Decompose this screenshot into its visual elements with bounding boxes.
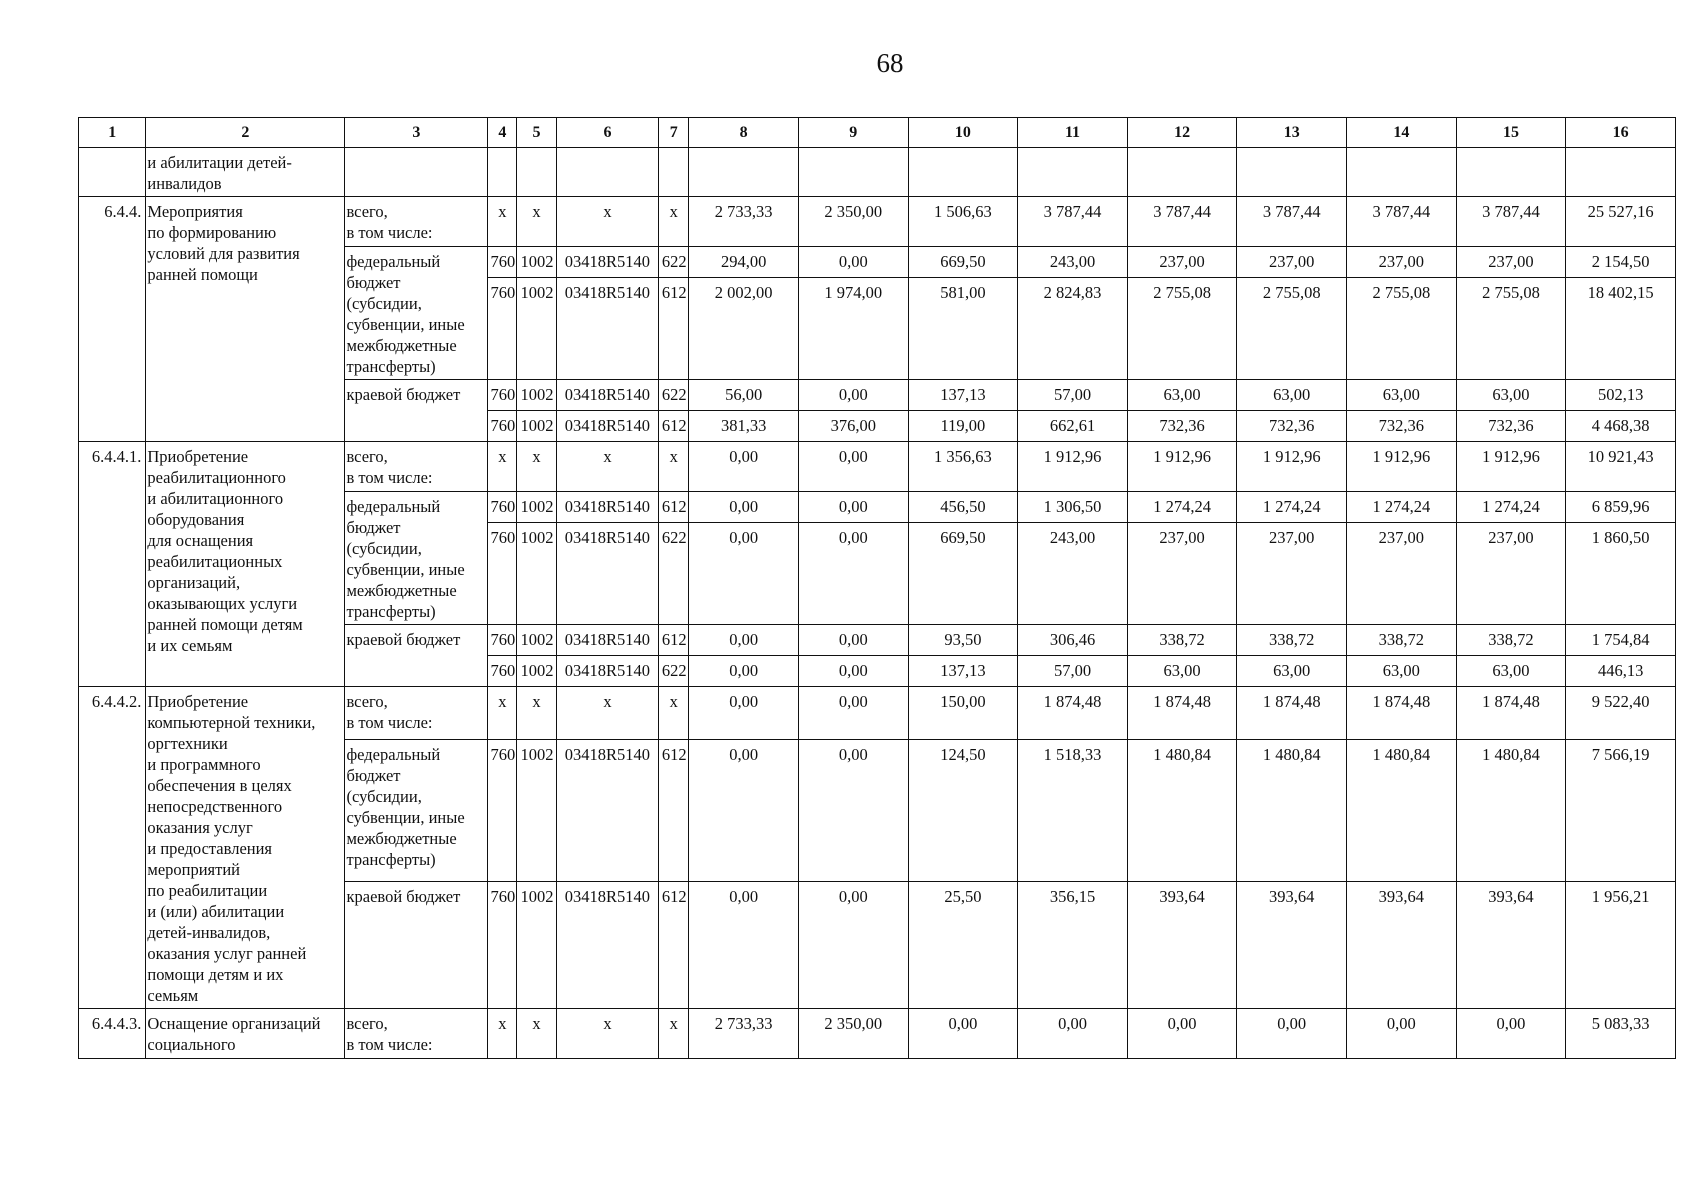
value-cell: 0,00 — [1127, 1009, 1237, 1059]
empty-cell — [1127, 148, 1237, 197]
value-cell: 1 860,50 — [1566, 523, 1676, 625]
expense-type-cell: 612 — [659, 492, 689, 523]
grbs-code-cell: 760 — [488, 740, 517, 882]
index-cell — [79, 148, 146, 197]
column-header-5: 5 — [517, 118, 556, 148]
value-cell: 2 733,33 — [689, 197, 799, 247]
value-cell: 63,00 — [1237, 380, 1347, 411]
value-cell: 338,72 — [1127, 625, 1237, 656]
value-cell: 0,00 — [1347, 1009, 1457, 1059]
value-cell: 1 480,84 — [1237, 740, 1347, 882]
x-mark-cell: х — [517, 687, 556, 740]
value-cell: 2 824,83 — [1018, 278, 1128, 380]
expense-type-cell: 612 — [659, 411, 689, 442]
empty-cell — [556, 148, 659, 197]
value-cell: 338,72 — [1456, 625, 1566, 656]
target-code-cell: 03418R5140 — [556, 278, 659, 380]
value-cell: 669,50 — [908, 523, 1018, 625]
column-header-11: 11 — [1018, 118, 1128, 148]
value-cell: 63,00 — [1127, 656, 1237, 687]
source-federal-label: федеральный бюджет (субсидии, субвенции, иные межбюджетные трансферты) — [345, 740, 488, 882]
expense-type-cell: 612 — [659, 882, 689, 1009]
value-cell: 1 956,21 — [1566, 882, 1676, 1009]
value-cell: 1 518,33 — [1018, 740, 1128, 882]
value-cell: 0,00 — [689, 625, 799, 656]
value-cell: 662,61 — [1018, 411, 1128, 442]
value-cell: 56,00 — [689, 380, 799, 411]
value-cell: 2 350,00 — [798, 197, 908, 247]
value-cell: 237,00 — [1347, 523, 1457, 625]
value-cell: 63,00 — [1127, 380, 1237, 411]
section-code-cell: 1002 — [517, 523, 556, 625]
source-federal-label: федеральный бюджет (субсидии, субвенции, иные межбюджетные трансферты) — [345, 492, 488, 625]
grbs-code-cell: 760 — [488, 247, 517, 278]
value-cell: 119,00 — [908, 411, 1018, 442]
value-cell: 63,00 — [1347, 656, 1457, 687]
value-cell: 2 755,08 — [1347, 278, 1457, 380]
value-cell: 1 974,00 — [798, 278, 908, 380]
value-cell: 124,50 — [908, 740, 1018, 882]
value-cell: 3 787,44 — [1018, 197, 1128, 247]
value-cell: 10 921,43 — [1566, 442, 1676, 492]
value-cell: 1 306,50 — [1018, 492, 1128, 523]
expense-type-cell: 622 — [659, 380, 689, 411]
target-code-cell: 03418R5140 — [556, 247, 659, 278]
value-cell: 0,00 — [798, 247, 908, 278]
target-code-cell: 03418R5140 — [556, 492, 659, 523]
value-cell: 456,50 — [908, 492, 1018, 523]
value-cell: 502,13 — [1566, 380, 1676, 411]
source-regional-label: краевой бюджет — [345, 625, 488, 687]
expense-type-cell: 612 — [659, 278, 689, 380]
value-cell: 732,36 — [1127, 411, 1237, 442]
column-header-2: 2 — [146, 118, 345, 148]
grbs-code-cell: 760 — [488, 656, 517, 687]
value-cell: 376,00 — [798, 411, 908, 442]
value-cell: 1 912,96 — [1018, 442, 1128, 492]
value-cell: 732,36 — [1347, 411, 1457, 442]
target-code-cell: 03418R5140 — [556, 411, 659, 442]
value-cell: 1 912,96 — [1347, 442, 1457, 492]
expense-type-cell: 612 — [659, 740, 689, 882]
section-code-cell: 1002 — [517, 380, 556, 411]
value-cell: 57,00 — [1018, 656, 1128, 687]
column-header-9: 9 — [798, 118, 908, 148]
value-cell: 63,00 — [1237, 656, 1347, 687]
source-total-label: всего, в том числе: — [345, 687, 488, 740]
x-mark-cell: х — [517, 1009, 556, 1059]
activity-name-cell: и абилитации детей- инвалидов — [146, 148, 345, 197]
value-cell: 9 522,40 — [1566, 687, 1676, 740]
activity-index-cell: 6.4.4. — [79, 197, 146, 442]
grbs-code-cell: 760 — [488, 278, 517, 380]
value-cell: 57,00 — [1018, 380, 1128, 411]
section-code-cell: 1002 — [517, 411, 556, 442]
value-cell: 63,00 — [1456, 380, 1566, 411]
budget-table — [78, 117, 1676, 1059]
value-cell: 393,64 — [1237, 882, 1347, 1009]
value-cell: 338,72 — [1347, 625, 1457, 656]
source-federal-label: федеральный бюджет (субсидии, субвенции, иные межбюджетные трансферты) — [345, 247, 488, 380]
value-cell: 63,00 — [1456, 656, 1566, 687]
value-cell: 137,13 — [908, 656, 1018, 687]
page-number: 68 — [876, 48, 904, 78]
continuation-row — [79, 148, 1676, 197]
section-code-cell: 1002 — [517, 625, 556, 656]
value-cell: 0,00 — [798, 625, 908, 656]
value-cell: 3 787,44 — [1347, 197, 1457, 247]
value-cell: 1 912,96 — [1127, 442, 1237, 492]
source-total-label: всего, в том числе: — [345, 442, 488, 492]
x-mark-cell: х — [488, 197, 517, 247]
section-code-cell: 1002 — [517, 247, 556, 278]
value-cell: 93,50 — [908, 625, 1018, 656]
value-cell: 0,00 — [689, 442, 799, 492]
value-cell: 446,13 — [1566, 656, 1676, 687]
value-cell: 3 787,44 — [1237, 197, 1347, 247]
value-cell: 0,00 — [689, 687, 799, 740]
target-code-cell: 03418R5140 — [556, 523, 659, 625]
grbs-code-cell: 760 — [488, 625, 517, 656]
column-header-14: 14 — [1347, 118, 1457, 148]
value-cell: 2 002,00 — [689, 278, 799, 380]
value-cell: 0,00 — [798, 740, 908, 882]
value-cell: 237,00 — [1456, 523, 1566, 625]
value-cell: 1 274,24 — [1456, 492, 1566, 523]
value-cell: 150,00 — [908, 687, 1018, 740]
empty-cell — [517, 148, 556, 197]
target-code-cell: 03418R5140 — [556, 625, 659, 656]
value-cell: 3 787,44 — [1127, 197, 1237, 247]
value-cell: 1 274,24 — [1127, 492, 1237, 523]
value-cell: 0,00 — [1018, 1009, 1128, 1059]
value-cell: 1 274,24 — [1347, 492, 1457, 523]
value-cell: 137,13 — [908, 380, 1018, 411]
value-cell: 0,00 — [798, 442, 908, 492]
value-cell: 1 356,63 — [908, 442, 1018, 492]
value-cell: 237,00 — [1347, 247, 1457, 278]
column-header-4: 4 — [488, 118, 517, 148]
value-cell: 306,46 — [1018, 625, 1128, 656]
section-total-row — [79, 1009, 1676, 1059]
expense-type-cell: 622 — [659, 523, 689, 625]
column-header-8: 8 — [689, 118, 799, 148]
x-mark-cell: х — [488, 687, 517, 740]
value-cell: 1 480,84 — [1347, 740, 1457, 882]
value-cell: 0,00 — [798, 656, 908, 687]
expense-type-cell: 622 — [659, 247, 689, 278]
x-mark-cell: х — [517, 197, 556, 247]
grbs-code-cell: 760 — [488, 380, 517, 411]
source-total-label: всего, в том числе: — [345, 197, 488, 247]
source-total-label: всего, в том числе: — [345, 1009, 488, 1059]
grbs-code-cell: 760 — [488, 523, 517, 625]
value-cell: 581,00 — [908, 278, 1018, 380]
value-cell: 393,64 — [1347, 882, 1457, 1009]
empty-cell — [908, 148, 1018, 197]
x-mark-cell: х — [659, 1009, 689, 1059]
activity-name-cell: Приобретение реабилитационного и абилитационного оборудования для оснащения реабилитационных организаций, оказывающих услуги ранней помощи детям и их семьям — [146, 442, 345, 687]
empty-cell — [798, 148, 908, 197]
value-cell: 1 874,48 — [1127, 687, 1237, 740]
value-cell: 237,00 — [1237, 247, 1347, 278]
value-cell: 4 468,38 — [1566, 411, 1676, 442]
value-cell: 356,15 — [1018, 882, 1128, 1009]
target-code-cell: 03418R5140 — [556, 882, 659, 1009]
column-header-7: 7 — [659, 118, 689, 148]
target-code-cell: 03418R5140 — [556, 740, 659, 882]
empty-cell — [488, 148, 517, 197]
x-mark-cell: х — [556, 687, 659, 740]
activity-name-cell: Приобретение компьютерной техники, оргтехники и программного обеспечения в целях непосредственного оказания услуг и предоставления мероприятий по реабилитации и (или) абилитации детей-инвалидов, оказания услуг ранней помощи детям и их семьям — [146, 687, 345, 1009]
column-header-6: 6 — [556, 118, 659, 148]
value-cell: 0,00 — [798, 380, 908, 411]
header-row — [79, 118, 1676, 148]
value-cell: 5 083,33 — [1566, 1009, 1676, 1059]
value-cell: 243,00 — [1018, 523, 1128, 625]
target-code-cell: 03418R5140 — [556, 656, 659, 687]
section-code-cell: 1002 — [517, 278, 556, 380]
column-header-12: 12 — [1127, 118, 1237, 148]
value-cell: 3 787,44 — [1456, 197, 1566, 247]
value-cell: 1 874,48 — [1347, 687, 1457, 740]
value-cell: 1 754,84 — [1566, 625, 1676, 656]
value-cell: 237,00 — [1127, 523, 1237, 625]
value-cell: 2 755,08 — [1237, 278, 1347, 380]
empty-cell — [1566, 148, 1676, 197]
value-cell: 18 402,15 — [1566, 278, 1676, 380]
section-total-row — [79, 687, 1676, 740]
column-header-1: 1 — [79, 118, 146, 148]
section-code-cell: 1002 — [517, 740, 556, 882]
value-cell: 0,00 — [798, 523, 908, 625]
section-code-cell: 1002 — [517, 882, 556, 1009]
value-cell: 237,00 — [1456, 247, 1566, 278]
value-cell: 2 755,08 — [1127, 278, 1237, 380]
x-mark-cell: х — [517, 442, 556, 492]
source-regional-label: краевой бюджет — [345, 882, 488, 1009]
value-cell: 732,36 — [1237, 411, 1347, 442]
empty-cell — [1018, 148, 1128, 197]
expense-type-cell: 622 — [659, 656, 689, 687]
x-mark-cell: х — [556, 197, 659, 247]
activity-name-cell: Оснащение организаций социального — [146, 1009, 345, 1059]
empty-cell — [345, 148, 488, 197]
grbs-code-cell: 760 — [488, 411, 517, 442]
grbs-code-cell: 760 — [488, 492, 517, 523]
value-cell: 0,00 — [689, 492, 799, 523]
x-mark-cell: х — [659, 197, 689, 247]
value-cell: 338,72 — [1237, 625, 1347, 656]
target-code-cell: 03418R5140 — [556, 380, 659, 411]
value-cell: 1 912,96 — [1237, 442, 1347, 492]
value-cell: 393,64 — [1456, 882, 1566, 1009]
value-cell: 1 480,84 — [1456, 740, 1566, 882]
column-header-3: 3 — [345, 118, 488, 148]
value-cell: 2 733,33 — [689, 1009, 799, 1059]
value-cell: 294,00 — [689, 247, 799, 278]
section-code-cell: 1002 — [517, 656, 556, 687]
value-cell: 63,00 — [1347, 380, 1457, 411]
x-mark-cell: х — [556, 1009, 659, 1059]
value-cell: 2 154,50 — [1566, 247, 1676, 278]
x-mark-cell: х — [659, 442, 689, 492]
value-cell: 0,00 — [689, 740, 799, 882]
value-cell: 0,00 — [689, 882, 799, 1009]
value-cell: 1 874,48 — [1018, 687, 1128, 740]
section-code-cell: 1002 — [517, 492, 556, 523]
value-cell: 0,00 — [798, 492, 908, 523]
value-cell: 2 350,00 — [798, 1009, 908, 1059]
value-cell: 25,50 — [908, 882, 1018, 1009]
value-cell: 2 755,08 — [1456, 278, 1566, 380]
value-cell: 1 874,48 — [1237, 687, 1347, 740]
value-cell: 25 527,16 — [1566, 197, 1676, 247]
value-cell: 0,00 — [689, 656, 799, 687]
section-total-row — [79, 442, 1676, 492]
value-cell: 669,50 — [908, 247, 1018, 278]
value-cell: 732,36 — [1456, 411, 1566, 442]
x-mark-cell: х — [488, 442, 517, 492]
column-header-10: 10 — [908, 118, 1018, 148]
empty-cell — [689, 148, 799, 197]
value-cell: 1 480,84 — [1127, 740, 1237, 882]
source-regional-label: краевой бюджет — [345, 380, 488, 442]
value-cell: 393,64 — [1127, 882, 1237, 1009]
value-cell: 6 859,96 — [1566, 492, 1676, 523]
x-mark-cell: х — [659, 687, 689, 740]
activity-name-cell: Мероприятия по формированию условий для развития ранней помощи — [146, 197, 345, 442]
value-cell: 1 506,63 — [908, 197, 1018, 247]
activity-index-cell: 6.4.4.1. — [79, 442, 146, 687]
value-cell: 0,00 — [908, 1009, 1018, 1059]
value-cell: 237,00 — [1237, 523, 1347, 625]
value-cell: 237,00 — [1127, 247, 1237, 278]
empty-cell — [1456, 148, 1566, 197]
column-header-16: 16 — [1566, 118, 1676, 148]
expense-type-cell: 612 — [659, 625, 689, 656]
value-cell: 0,00 — [1456, 1009, 1566, 1059]
value-cell: 381,33 — [689, 411, 799, 442]
value-cell: 1 274,24 — [1237, 492, 1347, 523]
empty-cell — [659, 148, 689, 197]
value-cell: 1 912,96 — [1456, 442, 1566, 492]
section-total-row — [79, 197, 1676, 247]
activity-index-cell: 6.4.4.3. — [79, 1009, 146, 1059]
value-cell: 0,00 — [798, 882, 908, 1009]
activity-index-cell: 6.4.4.2. — [79, 687, 146, 1009]
empty-cell — [1347, 148, 1457, 197]
column-header-13: 13 — [1237, 118, 1347, 148]
value-cell: 1 874,48 — [1456, 687, 1566, 740]
value-cell: 0,00 — [1237, 1009, 1347, 1059]
x-mark-cell: х — [488, 1009, 517, 1059]
value-cell: 0,00 — [798, 687, 908, 740]
value-cell: 243,00 — [1018, 247, 1128, 278]
value-cell: 7 566,19 — [1566, 740, 1676, 882]
grbs-code-cell: 760 — [488, 882, 517, 1009]
value-cell: 0,00 — [689, 523, 799, 625]
column-header-15: 15 — [1456, 118, 1566, 148]
empty-cell — [1237, 148, 1347, 197]
x-mark-cell: х — [556, 442, 659, 492]
